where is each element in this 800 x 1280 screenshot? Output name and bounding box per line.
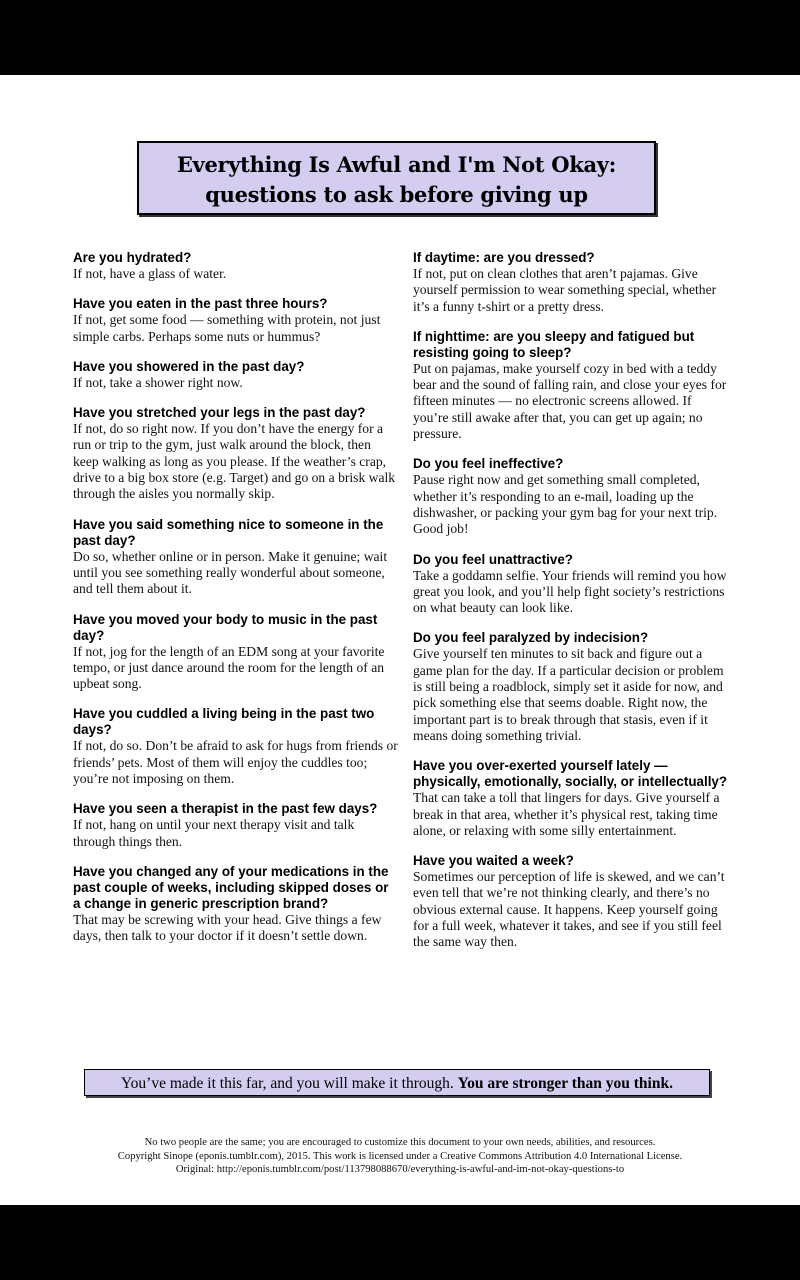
question-item (73, 864, 398, 945)
question-heading: Have you moved your body to music in the past day? (73, 611, 378, 643)
question-heading: Have you seen a therapist in the past few days? (73, 801, 378, 817)
question-heading: Have you changed any of your medications in the past couple of weeks, including skipped doses or a change in generic prescription brand? (73, 863, 389, 911)
question-answer: Pause right now and get something small completed, whether it’s responding to an e-mail, loading up the dishwasher, or packing your gym bag for your next trip. Good job! (413, 472, 718, 537)
question-item (413, 853, 729, 950)
question-heading: Have you showered in the past day? (73, 358, 305, 374)
question-item (413, 630, 729, 744)
title-line-1: Everything Is Awful and I'm Not Okay: (176, 152, 617, 177)
question-answer: That may be screwing with your head. Give things a few days, then talk to your doctor if it doesn’t settle down. (73, 911, 382, 944)
question-answer: If not, hang on until your next therapy visit and talk through things then. (73, 817, 355, 849)
question-heading: Have you eaten in the past three hours? (73, 296, 328, 312)
question-answer: If not, do so right now. If you don’t have the energy for a run or trip to the gym, just walk around the block, then keep walking as long as you please. If the weather’s crap, drive to a big box store (e.g. Target) and go on a brisk walk through the aisles you normally skip. (73, 421, 396, 502)
question-answer: Give yourself ten minutes to sit back and figure out a game plan for the day. If a particular decision or problem is still being a roadblock, simply set it aside for now, and pick something else that seems doable. Right now, the important part is to break through that stasis, even if it means doing something trivial. (413, 646, 724, 743)
question-answer: Put on pajamas, make yourself cozy in bed with a teddy bear and the sound of falling rain, and close your eyes for fifteen minutes — no electronic screens allowed. If you’re still awake after that, you can get up again; no pressure. (413, 360, 727, 442)
footer-line-1: No two people are the same; you are encouraged to customize this document to your own needs, abilities, and resources. (144, 1137, 656, 1148)
footer-line-3: Original: http://eponis.tumblr.com/post/113798088670/everything-is-awful-and-im-not-okay-questions-to (175, 1164, 625, 1175)
question-answer: Take a goddamn selfie. Your friends will remind you how great you look, and you’ll help fight society’s restrictions on what beauty can look like. (413, 567, 727, 616)
question-heading: Do you feel unattractive? (413, 551, 573, 567)
question-heading: Do you feel paralyzed by indecision? (413, 630, 649, 646)
question-heading: Have you over-exerted yourself lately — physically, emotionally, socially, or intellectually? (413, 758, 728, 790)
question-item (73, 517, 398, 598)
question-answer: If not, do so. Don’t be afraid to ask for hugs from friends or friends’ pets. Most of them will enjoy the cuddles too; you’re not imposing on them. (73, 738, 398, 787)
question-item (73, 296, 398, 345)
question-answer: If not, put on clean clothes that aren’t pajamas. Give yourself permission to wear something special, whether it’s a funny t-shirt or a pretty dress. (413, 266, 717, 314)
question-answer: Do so, whether online or in person. Make it genuine; wait until you see something really wonderful about someone, and tell them about it. (73, 548, 388, 597)
question-item (73, 250, 398, 282)
bottom-black-bar (0, 1205, 800, 1280)
closing-banner (84, 1069, 710, 1096)
question-answer: If not, jog for the length of an EDM song at your favorite tempo, or just dance around the room for the length of an upbeat song. (73, 643, 385, 692)
closing-bold-text: You are stronger than you think. (457, 1075, 673, 1092)
question-heading: Have you stretched your legs in the past day? (73, 405, 366, 421)
question-item (73, 612, 398, 693)
top-black-bar (0, 0, 800, 75)
question-item (73, 405, 398, 502)
footer (40, 1136, 760, 1177)
question-heading: Do you feel ineffective? (413, 456, 564, 472)
question-item (413, 552, 729, 617)
question-heading: Have you said something nice to someone in the past day? (73, 516, 384, 548)
footer-line-2: Copyright Sinope (eponis.tumblr.com), 2015. This work is licensed under a Creative Commons Attribution 4.0 International License. (117, 1150, 683, 1162)
question-answer: That can take a toll that lingers for days. Give yourself a break in that area, whether it’s physical rest, taking time alone, or relaxing with some silly entertainment. (413, 790, 720, 838)
question-answer: If not, have a glass of water. (73, 266, 227, 281)
question-item (73, 706, 398, 787)
title-line-2: questions to ask before giving up (205, 182, 588, 207)
question-heading: Have you waited a week? (413, 853, 574, 869)
question-heading: Are you hydrated? (73, 250, 192, 265)
question-heading: If daytime: are you dressed? (413, 250, 595, 265)
question-item (73, 801, 398, 850)
question-item (413, 456, 729, 537)
question-heading: If nighttime: are you sleepy and fatigued but resisting going to sleep? (413, 328, 695, 360)
question-item (413, 758, 729, 839)
question-answer: If not, take a shower right now. (73, 374, 243, 390)
question-answer: If not, get some food — something with protein, not just simple carbs. Perhaps some nuts or hummus? (73, 312, 381, 344)
left-column (73, 250, 398, 959)
question-item (413, 250, 729, 315)
question-heading: Have you cuddled a living being in the past two days? (73, 706, 375, 738)
question-item (413, 329, 729, 442)
closing-text: You’ve made it this far, and you will make it through. (121, 1075, 458, 1092)
right-column (413, 250, 729, 965)
question-answer: Sometimes our perception of life is skewed, and we can’t even tell that we’re not thinking clearly, and there’s no obvious external cause. It happens. Keep yourself going for a full week, whatever it takes, and see if you still feel the same way then. (413, 869, 725, 950)
title-box (137, 141, 656, 215)
question-item (73, 359, 398, 391)
